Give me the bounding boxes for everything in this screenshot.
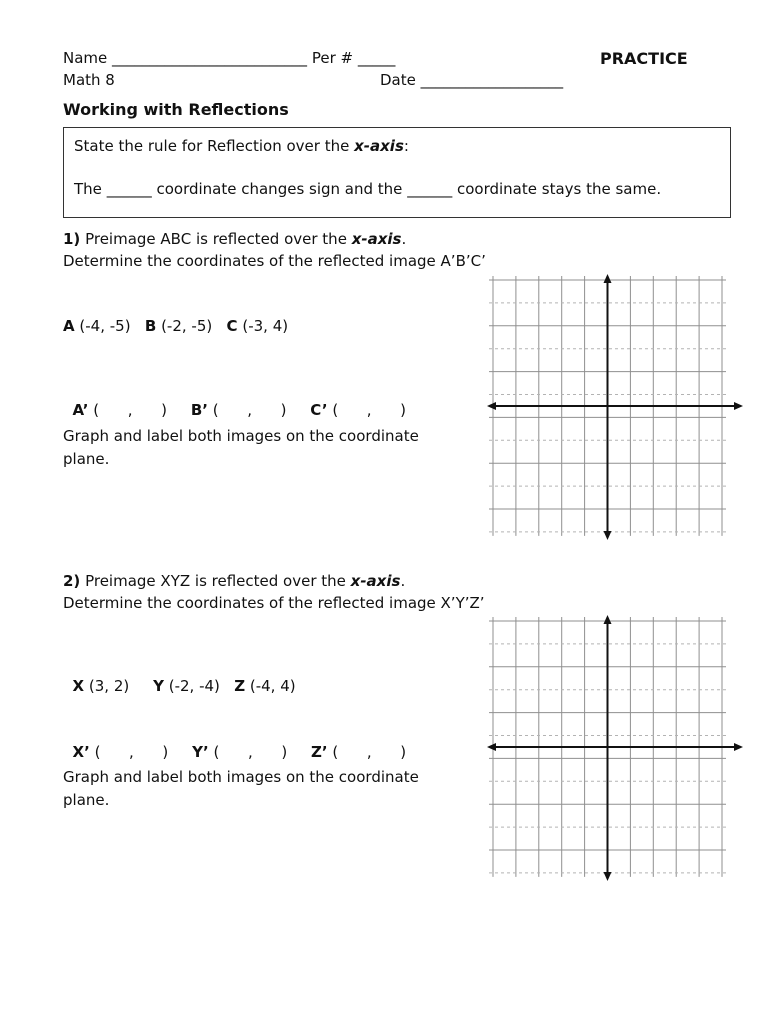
x-axis-right-arrow (734, 743, 743, 751)
problem-1-axis: x-axis (351, 230, 402, 248)
name-label: Name (63, 49, 108, 67)
per-line[interactable]: _____ (357, 49, 396, 67)
problem-1-instruction-1: Graph and label both images on the coordinate (63, 427, 419, 445)
problem-1-answers (63, 383, 406, 419)
answer-b-prime-label: B’ (190, 401, 208, 419)
point-b-coords: (-2, -5) (161, 317, 213, 335)
date-field[interactable] (380, 71, 563, 89)
answer-y-prime-blank[interactable]: ( , ) (213, 743, 288, 761)
answer-x-prime[interactable] (73, 743, 169, 761)
problem-1-instruction-2: plane. (63, 450, 110, 468)
problem-1-points (63, 317, 288, 335)
answer-b-prime-blank[interactable]: ( , ) (212, 401, 287, 419)
rule-part3: coordinate stays the same. (456, 180, 662, 198)
y-axis-top-arrow (604, 615, 612, 624)
problem-1-number: 1) (63, 230, 81, 248)
point-b (145, 317, 212, 335)
x-axis-left-arrow (487, 743, 496, 751)
point-a (63, 317, 131, 335)
answer-y-prime-label: Y’ (192, 743, 209, 761)
problem-1-header (63, 230, 406, 248)
rule-prompt-axis: x-axis (354, 137, 404, 155)
name-line[interactable]: __________________________ (112, 49, 308, 67)
coordinate-grid-1[interactable] (487, 274, 743, 540)
rule-prompt (74, 137, 409, 155)
y-axis-bottom-arrow (604, 872, 612, 881)
problem-2-instruction-2: plane. (63, 791, 110, 809)
answer-z-prime-label: Z’ (311, 743, 328, 761)
rule-part1: The (74, 180, 102, 198)
point-c-coords: (-3, 4) (242, 317, 289, 335)
answer-x-prime-label: X’ (72, 743, 90, 761)
point-c-label: C (226, 317, 238, 335)
answer-z-prime-blank[interactable]: ( , ) (332, 743, 407, 761)
answer-a-prime-label: A’ (72, 401, 89, 419)
coordinate-grid-2[interactable] (487, 615, 743, 881)
point-z-coords: (-4, 4) (249, 677, 296, 695)
answer-a-prime-blank[interactable]: ( , ) (93, 401, 167, 419)
x-axis-left-arrow (487, 402, 496, 410)
answer-b-prime[interactable] (191, 401, 287, 419)
problem-2-axis: x-axis (350, 572, 401, 590)
name-field[interactable] (63, 49, 395, 67)
point-x (73, 677, 130, 695)
course-label: Math 8 (63, 71, 115, 89)
answer-a-prime[interactable] (73, 401, 167, 419)
point-x-coords: (3, 2) (88, 677, 130, 695)
rule-part2: coordinate changes sign and the (156, 180, 403, 198)
rule-blank-1[interactable]: ______ (106, 180, 152, 198)
rule-statement (74, 180, 661, 198)
page-title: Working with Reflections (63, 100, 289, 119)
problem-2-axis-end: . (400, 572, 406, 590)
problem-2-answers (63, 725, 406, 761)
point-z-label: Z (234, 677, 246, 695)
problem-1-determine: Determine the coordinates of the reflected image A’B’C’ (63, 252, 486, 270)
point-z (234, 677, 295, 695)
rule-prompt-end: : (403, 137, 409, 155)
rule-prompt-text: State the rule for Reflection over the (74, 137, 350, 155)
point-y-coords: (-2, -4) (168, 677, 220, 695)
answer-z-prime[interactable] (311, 743, 406, 761)
point-x-label: X (72, 677, 85, 695)
date-line[interactable]: ___________________ (420, 71, 564, 89)
problem-2-determine: Determine the coordinates of the reflected image X’Y’Z’ (63, 594, 485, 612)
answer-c-prime-label: C’ (310, 401, 328, 419)
problem-2-number: 2) (63, 572, 81, 590)
per-label: Per # (311, 49, 354, 67)
x-axis-right-arrow (734, 402, 743, 410)
problem-2-instruction-1: Graph and label both images on the coordinate (63, 768, 419, 786)
problem-2-header (63, 572, 405, 590)
problem-1-preimage: Preimage ABC is reflected over the (85, 230, 347, 248)
problem-2-preimage: Preimage XYZ is reflected over the (85, 572, 346, 590)
point-a-label: A (63, 317, 75, 335)
point-y (153, 677, 220, 695)
answer-y-prime[interactable] (192, 743, 287, 761)
date-label: Date (380, 71, 416, 89)
answer-c-prime-blank[interactable]: ( , ) (332, 401, 407, 419)
problem-2-points (63, 659, 296, 695)
answer-x-prime-blank[interactable]: ( , ) (94, 743, 169, 761)
point-b-label: B (144, 317, 157, 335)
point-c (227, 317, 289, 335)
answer-c-prime[interactable] (310, 401, 406, 419)
point-y-label: Y (153, 677, 164, 695)
practice-label: PRACTICE (600, 49, 688, 68)
y-axis-top-arrow (604, 274, 612, 283)
y-axis-bottom-arrow (604, 531, 612, 540)
point-a-coords: (-4, -5) (79, 317, 131, 335)
problem-1-axis-end: . (401, 230, 407, 248)
rule-blank-2[interactable]: ______ (407, 180, 453, 198)
